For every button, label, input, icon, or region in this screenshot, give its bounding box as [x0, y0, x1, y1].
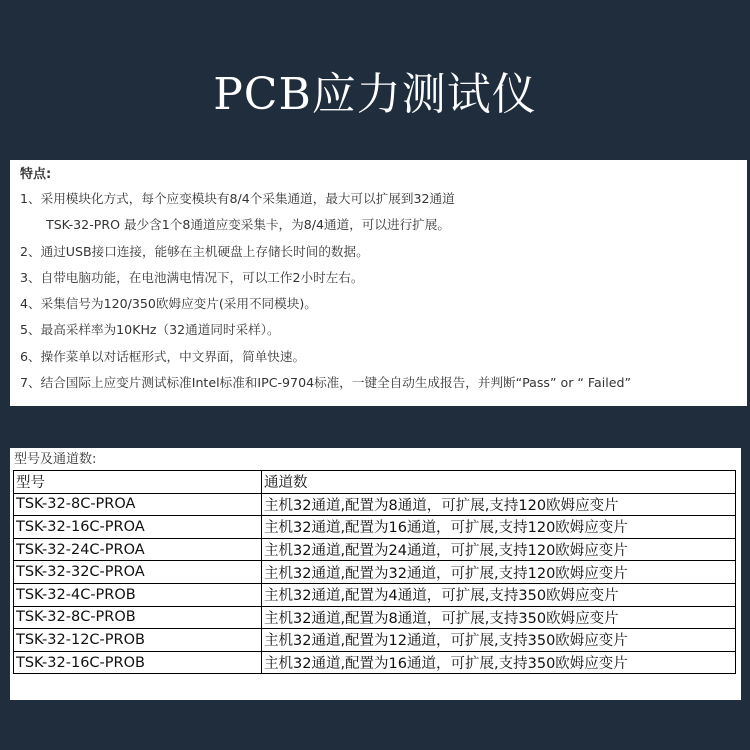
table-row — [14, 493, 736, 516]
feature-item: 7、结合国际上应变片测试标准Intel标准和IPC-9704标准，一键全自动生成报告，并判断“Pass” or “ Failed” — [20, 375, 631, 391]
feature-item: 5、最高采样率为10KHz（32通道同时采样）。 — [20, 322, 280, 338]
cell-channels: 主机32通道,配置为16通道，可扩展,支持350欧姆应变片 — [262, 651, 736, 674]
table-row — [14, 629, 736, 652]
feature-item: 3、自带电脑功能，在电池满电情况下，可以工作2小时左右。 — [20, 269, 364, 285]
cell-model: TSK-32-4C-PROB — [14, 583, 262, 606]
cell-model: TSK-32-8C-PROA — [14, 493, 262, 516]
table-row — [14, 583, 736, 606]
cell-channels: 主机32通道,配置为4通道，可扩展,支持350欧姆应变片 — [262, 583, 736, 606]
cell-channels: 主机32通道,配置为12通道，可扩展,支持350欧姆应变片 — [262, 629, 736, 652]
feature-item-detail: TSK-32-PRO 最少含1个8通道应变采集卡，为8/4通道，可以进行扩展。 — [46, 217, 450, 233]
feature-item: 1、采用模块化方式，每个应变模块有8/4个采集通道，最大可以扩展到32通道 — [20, 191, 455, 206]
table-row — [14, 606, 736, 629]
cell-model: TSK-32-16C-PROB — [14, 651, 262, 674]
cell-channels: 主机32通道,配置为24通道，可扩展,支持120欧姆应变片 — [262, 538, 736, 561]
header-model: 型号 — [14, 471, 262, 494]
cell-model: TSK-32-24C-PROA — [14, 538, 262, 561]
feature-item: 4、采集信号为120/350欧姆应变片(采用不同模块)。 — [20, 296, 317, 312]
cell-model: TSK-32-8C-PROB — [14, 606, 262, 629]
header-channels: 通道数 — [262, 471, 736, 494]
cell-channels: 主机32通道,配置为32通道，可扩展,支持120欧姆应变片 — [262, 561, 736, 584]
cell-channels: 主机32通道,配置为16通道，可扩展,支持120欧姆应变片 — [262, 516, 736, 539]
feature-item: 6、操作菜单以对话框形式，中文界面，简单快速。 — [20, 348, 306, 364]
table-header-row — [14, 471, 736, 494]
features-panel — [10, 160, 747, 406]
table-row — [14, 516, 736, 539]
cell-model: TSK-32-12C-PROB — [14, 629, 262, 652]
features-heading: 特点: — [20, 167, 52, 182]
table-row — [14, 538, 736, 561]
table-row — [14, 651, 736, 674]
cell-model: TSK-32-32C-PROA — [14, 561, 262, 584]
page-title: PCB应力测试仪 — [213, 69, 537, 120]
cell-channels: 主机32通道,配置为8通道，可扩展,支持350欧姆应变片 — [262, 606, 736, 629]
cell-channels: 主机32通道,配置为8通道，可扩展,支持120欧姆应变片 — [262, 493, 736, 516]
feature-item: 2、通过USB接口连接，能够在主机硬盘上存储长时间的数据。 — [20, 243, 369, 259]
table-row — [14, 561, 736, 584]
specs-panel — [10, 448, 741, 700]
specs-caption: 型号及通道数: — [14, 452, 97, 467]
specs-table — [13, 470, 736, 674]
cell-model: TSK-32-16C-PROA — [14, 516, 262, 539]
